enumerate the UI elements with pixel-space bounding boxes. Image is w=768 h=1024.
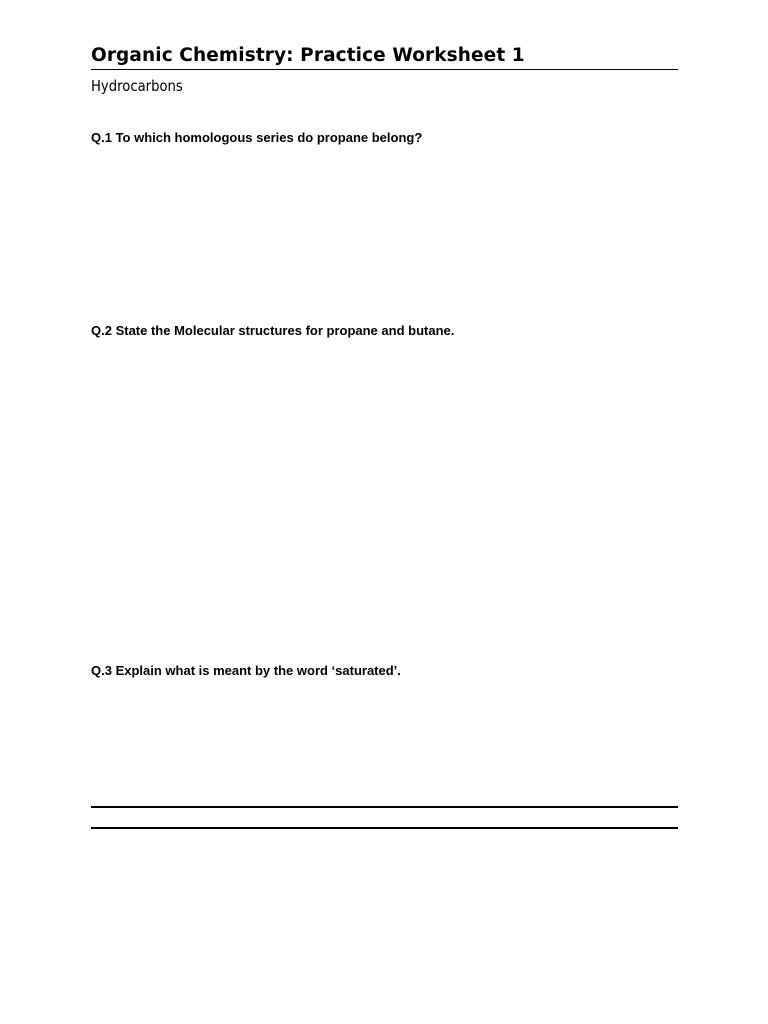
worksheet-title: Organic Chemistry: Practice Worksheet 1 xyxy=(91,45,525,66)
title-underline xyxy=(91,69,678,70)
question-3: Q.3 Explain what is meant by the word ‘saturated’. xyxy=(91,663,401,678)
worksheet-subtitle: Hydrocarbons xyxy=(91,77,183,95)
question-2: Q.2 State the Molecular structures for propane and butane. xyxy=(91,323,455,338)
answer-line xyxy=(91,806,678,808)
answer-line xyxy=(91,827,678,829)
question-1: Q.1 To which homologous series do propane belong? xyxy=(91,130,423,145)
